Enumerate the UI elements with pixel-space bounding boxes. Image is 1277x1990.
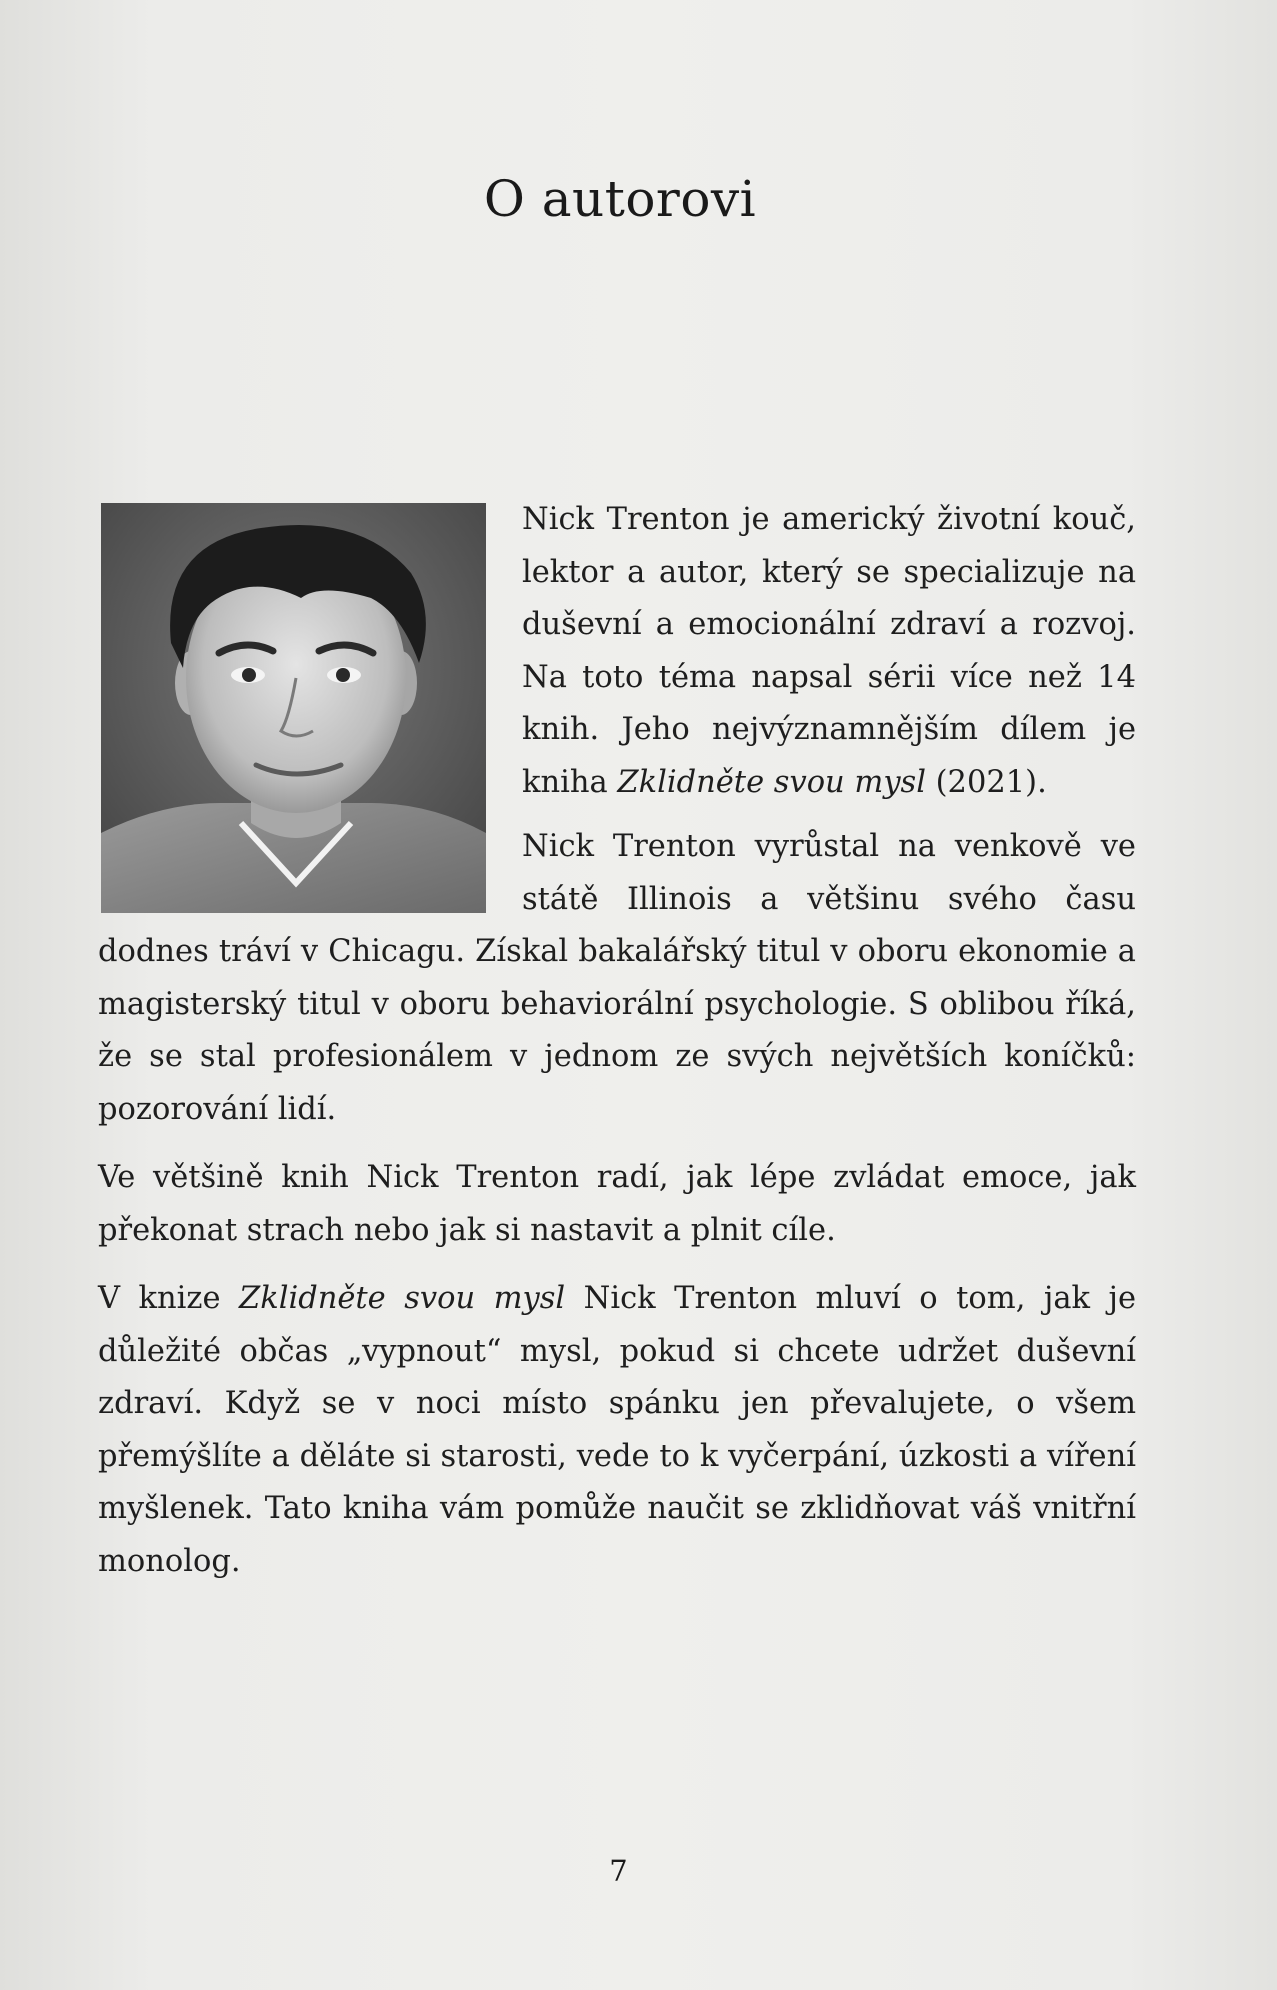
bio-paragraph-1-end: (2021). [925,764,1047,800]
author-bio [98,494,1136,1604]
page-number: 7 [609,1854,628,1888]
bio-paragraph-4-start: V knize [98,1281,240,1316]
bio-paragraph-3: Ve většině knih Nick Trenton radí, jak lépe zvládat emoce, jak překonat strach nebo jak si nastavit a plnit cíle. [98,1160,1136,1248]
page-title: O autorovi [483,170,757,228]
book-title-italic: Zklidněte svou mysl [239,1281,566,1316]
portrait-image [101,503,486,913]
author-portrait-photo [101,503,486,913]
bio-paragraph-4 [98,1273,1136,1588]
bio-paragraph-1-text: Nick Trenton je americký životní kouč, lektor a autor, který se specializuje na duševní a emocionální zdraví a rozvoj. Na toto téma napsal sérii více než 14 knih. Jeho nejvýznamnějším dílem je kniha [522,502,1136,800]
bio-paragraph-2: Nick Trenton vyrůstal na venkově ve státě Illinois a většinu svého času dodnes tráví v Chicagu. Získal bakalářský titul v oboru ekonomie a magisterský titul v oboru behaviorální psychologie. S oblibou říká, že se stal profesionálem v jednom ze svých největších koníčků: pozorování lidí. [98,829,1136,1127]
bio-paragraph-4-end: Nick Trenton mluví o tom, jak je důležité občas „vypnout“ mysl, pokud si chcete udržet duševní zdraví. Když se v noci místo spánku jen převalujete, o všem přemýšlíte a děláte si starosti, vede to k vyčerpání, úzkosti a víření myšlenek. Tato kniha vám pomůže naučit se zklidňovat váš vnitřní monolog. [98,1281,1136,1579]
book-title-italic: Zklidněte svou mysl [617,764,926,800]
